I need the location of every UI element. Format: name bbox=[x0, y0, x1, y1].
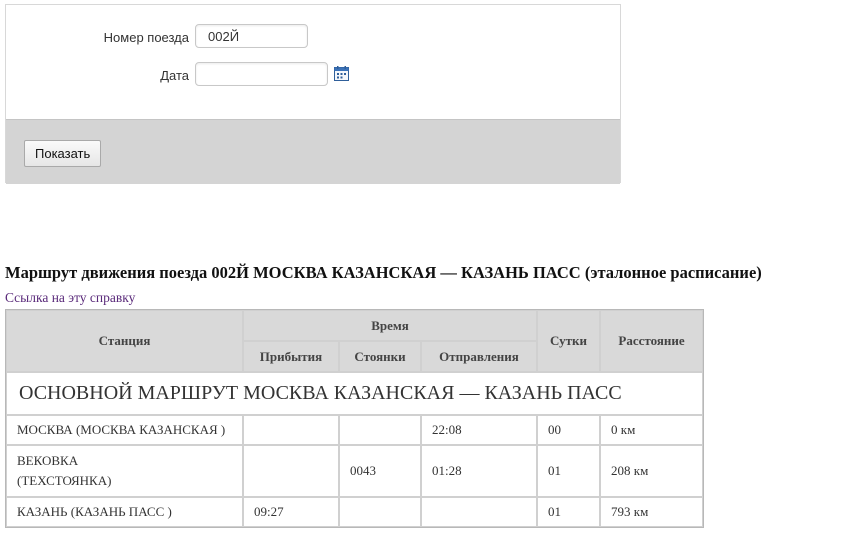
station-name: КАЗАНЬ (КАЗАНЬ ПАСС ) bbox=[17, 504, 172, 519]
distance-cell: 0 км bbox=[600, 415, 703, 445]
route-title: Маршрут движения поезда 002Й МОСКВА КАЗАНСКАЯ — КАЗАНЬ ПАСС (эталонное расписание) bbox=[5, 263, 762, 282]
station-name: МОСКВА (МОСКВА КАЗАНСКАЯ ) bbox=[17, 422, 226, 437]
departure-cell: 22:08 bbox=[421, 415, 537, 445]
station-cell bbox=[6, 445, 243, 497]
departure-cell: 01:28 bbox=[421, 445, 537, 497]
col-header-days: Сутки bbox=[537, 310, 600, 372]
train-number-label: Номер поезда bbox=[103, 30, 189, 45]
route-section-title: ОСНОВНОЙ МАРШРУТ МОСКВА КАЗАНСКАЯ — КАЗАНЬ ПАСС bbox=[6, 372, 703, 415]
table-row bbox=[6, 415, 703, 445]
days-cell: 00 bbox=[537, 415, 600, 445]
date-input[interactable] bbox=[195, 62, 328, 86]
date-label: Дата bbox=[160, 68, 189, 83]
days-cell: 01 bbox=[537, 445, 600, 497]
col-header-time: Время bbox=[243, 310, 537, 341]
departure-cell bbox=[421, 497, 537, 527]
arrival-cell bbox=[243, 445, 339, 497]
reference-link[interactable]: Ссылка на эту справку bbox=[5, 290, 136, 305]
arrival-cell bbox=[243, 415, 339, 445]
station-name: ВЕКОВКА bbox=[17, 453, 79, 468]
table-row bbox=[6, 445, 703, 497]
stop-cell bbox=[339, 415, 421, 445]
route-table bbox=[5, 309, 704, 528]
station-cell bbox=[6, 497, 243, 527]
days-cell: 01 bbox=[537, 497, 600, 527]
col-header-departure: Отправления bbox=[421, 341, 537, 372]
col-header-distance: Расстояние bbox=[600, 310, 703, 372]
arrival-cell: 09:27 bbox=[243, 497, 339, 527]
col-header-stop: Стоянки bbox=[339, 341, 421, 372]
train-number-input[interactable] bbox=[195, 24, 308, 48]
calendar-icon[interactable] bbox=[334, 66, 349, 81]
table-row bbox=[6, 497, 703, 527]
stop-cell bbox=[339, 497, 421, 527]
stop-cell: 0043 bbox=[339, 445, 421, 497]
show-button[interactable]: Показать bbox=[24, 140, 101, 167]
station-cell bbox=[6, 415, 243, 445]
col-header-station: Станция bbox=[6, 310, 243, 372]
col-header-arrival: Прибытия bbox=[243, 341, 339, 372]
search-form bbox=[5, 4, 621, 183]
station-note: (ТЕХСТОЯНКА) bbox=[17, 473, 112, 488]
form-footer bbox=[6, 119, 620, 184]
distance-cell: 208 км bbox=[600, 445, 703, 497]
distance-cell: 793 км bbox=[600, 497, 703, 527]
